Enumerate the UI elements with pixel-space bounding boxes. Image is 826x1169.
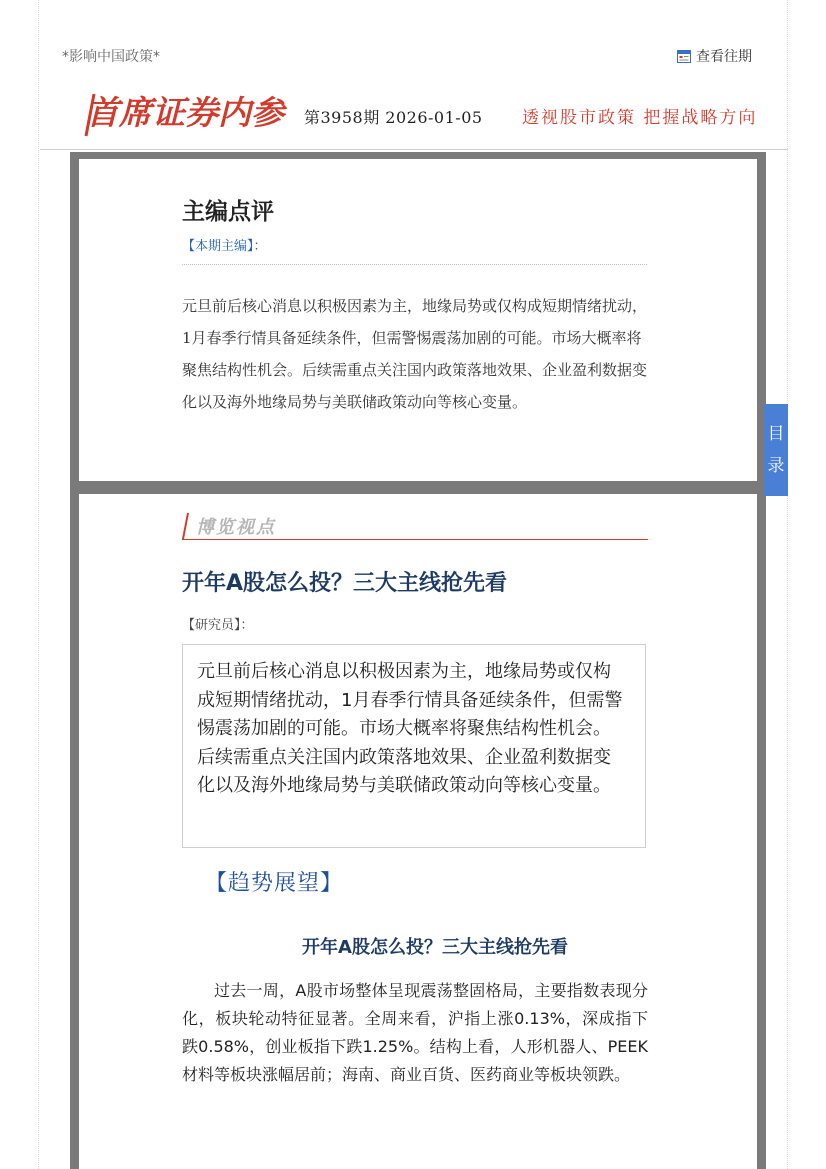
toc-tab[interactable] (764, 404, 788, 496)
toc-char-1: 目 (767, 424, 785, 444)
calendar-icon (677, 49, 691, 63)
issue-info: 第3958期 2026-01-05 (304, 108, 483, 127)
editor-comment: 元旦前后核心消息以积极因素为主，地缘局势或仅构成短期情绪扰动，1月春季行情具备延续条件，但需警惕震荡加剧的可能。市场大概率将聚焦结构性机会。后续需重点关注国内政策落地效果、企业盈利数据变化以及海外地缘局势与美联储政策动向等核心变量。 (182, 297, 648, 411)
brand-logo[interactable] (80, 86, 302, 138)
editor-divider (182, 264, 647, 265)
archive-label: 查看往期 (696, 49, 752, 65)
editor-label (182, 235, 267, 254)
tagline: *影响中国政策* (62, 49, 160, 65)
summary-text: 元旦前后核心消息以积极因素为主，地缘局势或仅构成短期情绪扰动，1月春季行情具备延续条件，但需警惕震荡加剧的可能。市场大概率将聚焦结构性机会。后续需重点关注国内政策落地效果、企业盈利数据变化以及海外地缘局势与美联储政策动向等核心变量。 (197, 661, 623, 796)
viewpoint-underline (182, 539, 648, 540)
viewpoint-header (182, 509, 648, 541)
editor-label-colon: ： (253, 239, 267, 254)
toc-char-2: 录 (767, 456, 785, 476)
editor-label-text: 【本期主编】 (182, 239, 254, 254)
article-title[interactable]: 开年A股怎么投？三大主线抢先看 (182, 571, 508, 596)
red-stroke-icon (182, 513, 192, 539)
viewpoint-label: 博览视点 (196, 517, 276, 538)
page-guide-right (787, 0, 788, 1169)
archive-link[interactable] (677, 46, 752, 66)
slogan: 透视股市政策 把握战略方向 (522, 108, 758, 128)
header-divider (40, 149, 788, 150)
page-guide-left (38, 0, 39, 1169)
trend-outlook-title: 【趋势展望】 (205, 871, 344, 896)
article-body: 过去一周，A股市场整体呈现震荡整固格局，主要指数表现分化，板块轮动特征显著。全周来看，沪指上涨0.13%，深成指下跌0.58%，创业板指下跌1.25%。结构上看，人形机器人、PEEK材料等板块涨幅居前；海南、商业百货、医药商业等板块领跌。 (182, 981, 648, 1084)
article-subtitle: 开年A股怎么投？三大主线抢先看 (302, 937, 568, 958)
logo-lettering: 首席证券内参 (86, 93, 284, 132)
editor-section-title: 主编点评 (182, 199, 274, 225)
researcher-label: 【研究员】： (182, 618, 254, 633)
